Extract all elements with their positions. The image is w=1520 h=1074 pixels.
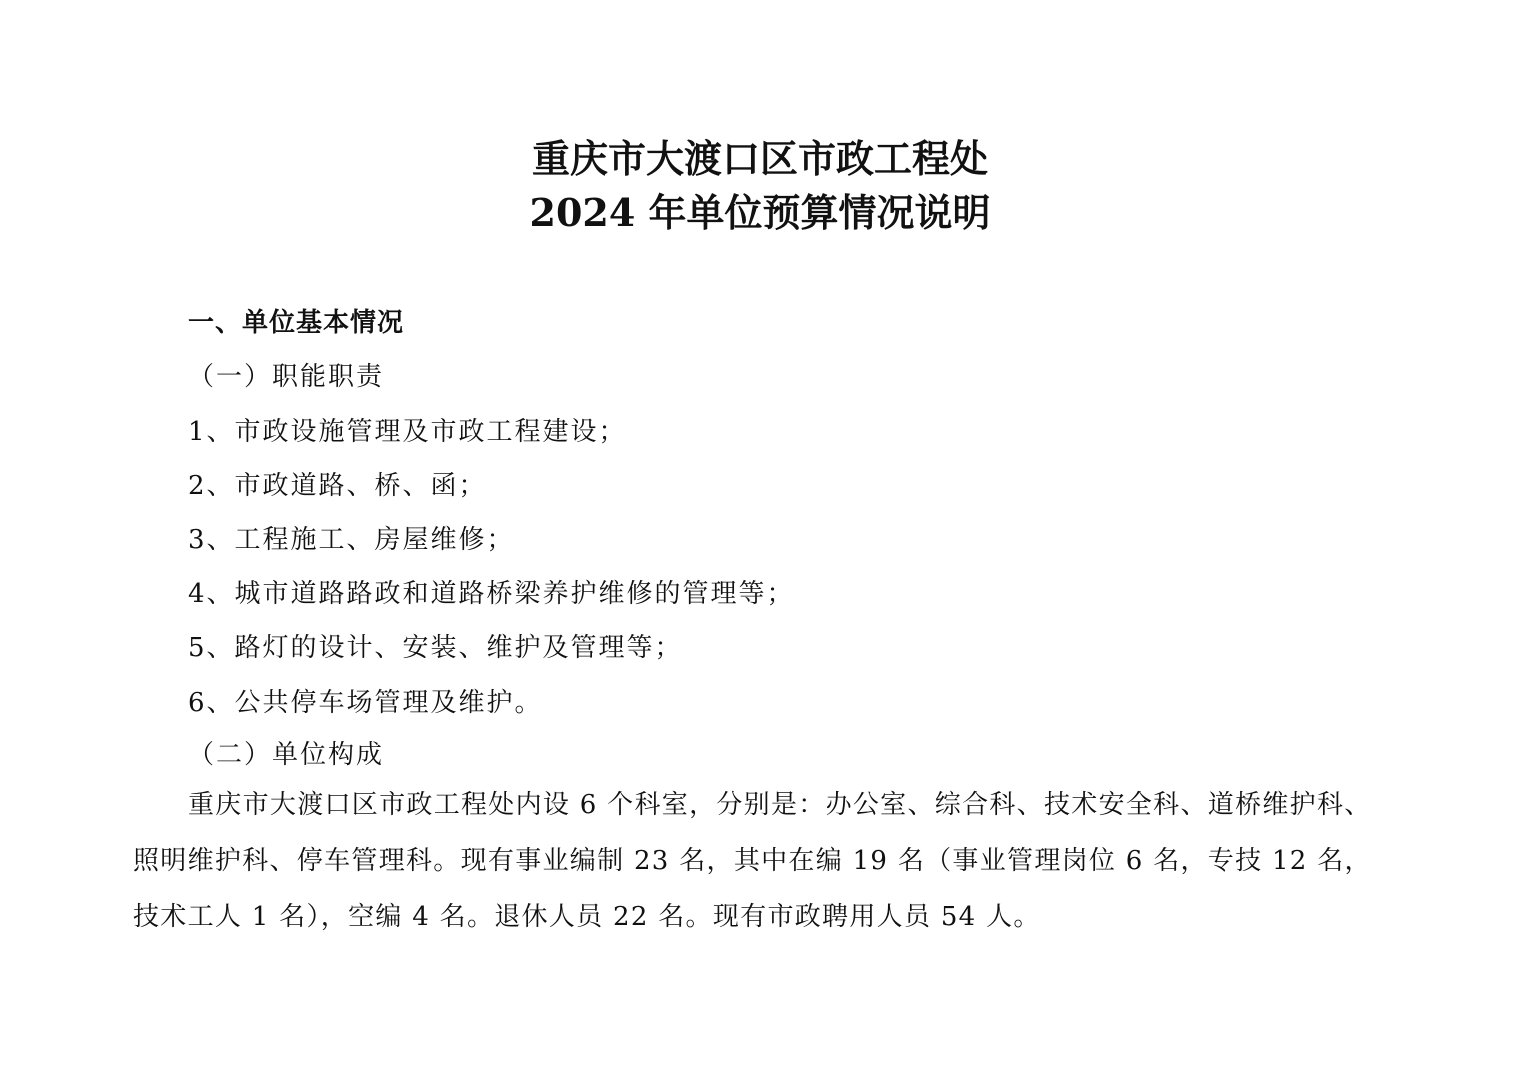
- duty-item: 3、工程施工、房屋维修；: [188, 525, 515, 555]
- duty-item: 6、公共停车场管理及维护。: [188, 688, 543, 718]
- composition-paragraph-line: 技术工人 1 名），空编 4 名。退休人员 22 名。现有市政聘用人员 54 人。: [133, 902, 1041, 932]
- duty-item: 1、市政设施管理及市政工程建设；: [188, 417, 627, 447]
- section-heading-basic-info: 一、单位基本情况: [188, 308, 405, 338]
- subsection-heading-composition: （二）单位构成: [188, 740, 385, 770]
- duty-item: 5、路灯的设计、安装、维护及管理等；: [188, 633, 683, 663]
- composition-paragraph-line: 重庆市大渡口区市政工程处内设 6 个科室，分别是：办公室、综合科、技术安全科、道桥维护科、: [188, 790, 1372, 820]
- duty-item: 2、市政道路、桥、函；: [188, 471, 487, 501]
- subsection-heading-duties: （一）职能职责: [188, 362, 385, 392]
- document-title-line2: 2024 年单位预算情况说明: [529, 190, 991, 235]
- composition-paragraph-line: 照明维护科、停车管理科。现有事业编制 23 名，其中在编 19 名（事业管理岗位 6 名，专技 12 名，: [133, 846, 1372, 876]
- document-title-line1: 重庆市大渡口区市政工程处: [531, 136, 988, 181]
- duty-item: 4、城市道路路政和道路桥梁养护维修的管理等；: [188, 579, 795, 609]
